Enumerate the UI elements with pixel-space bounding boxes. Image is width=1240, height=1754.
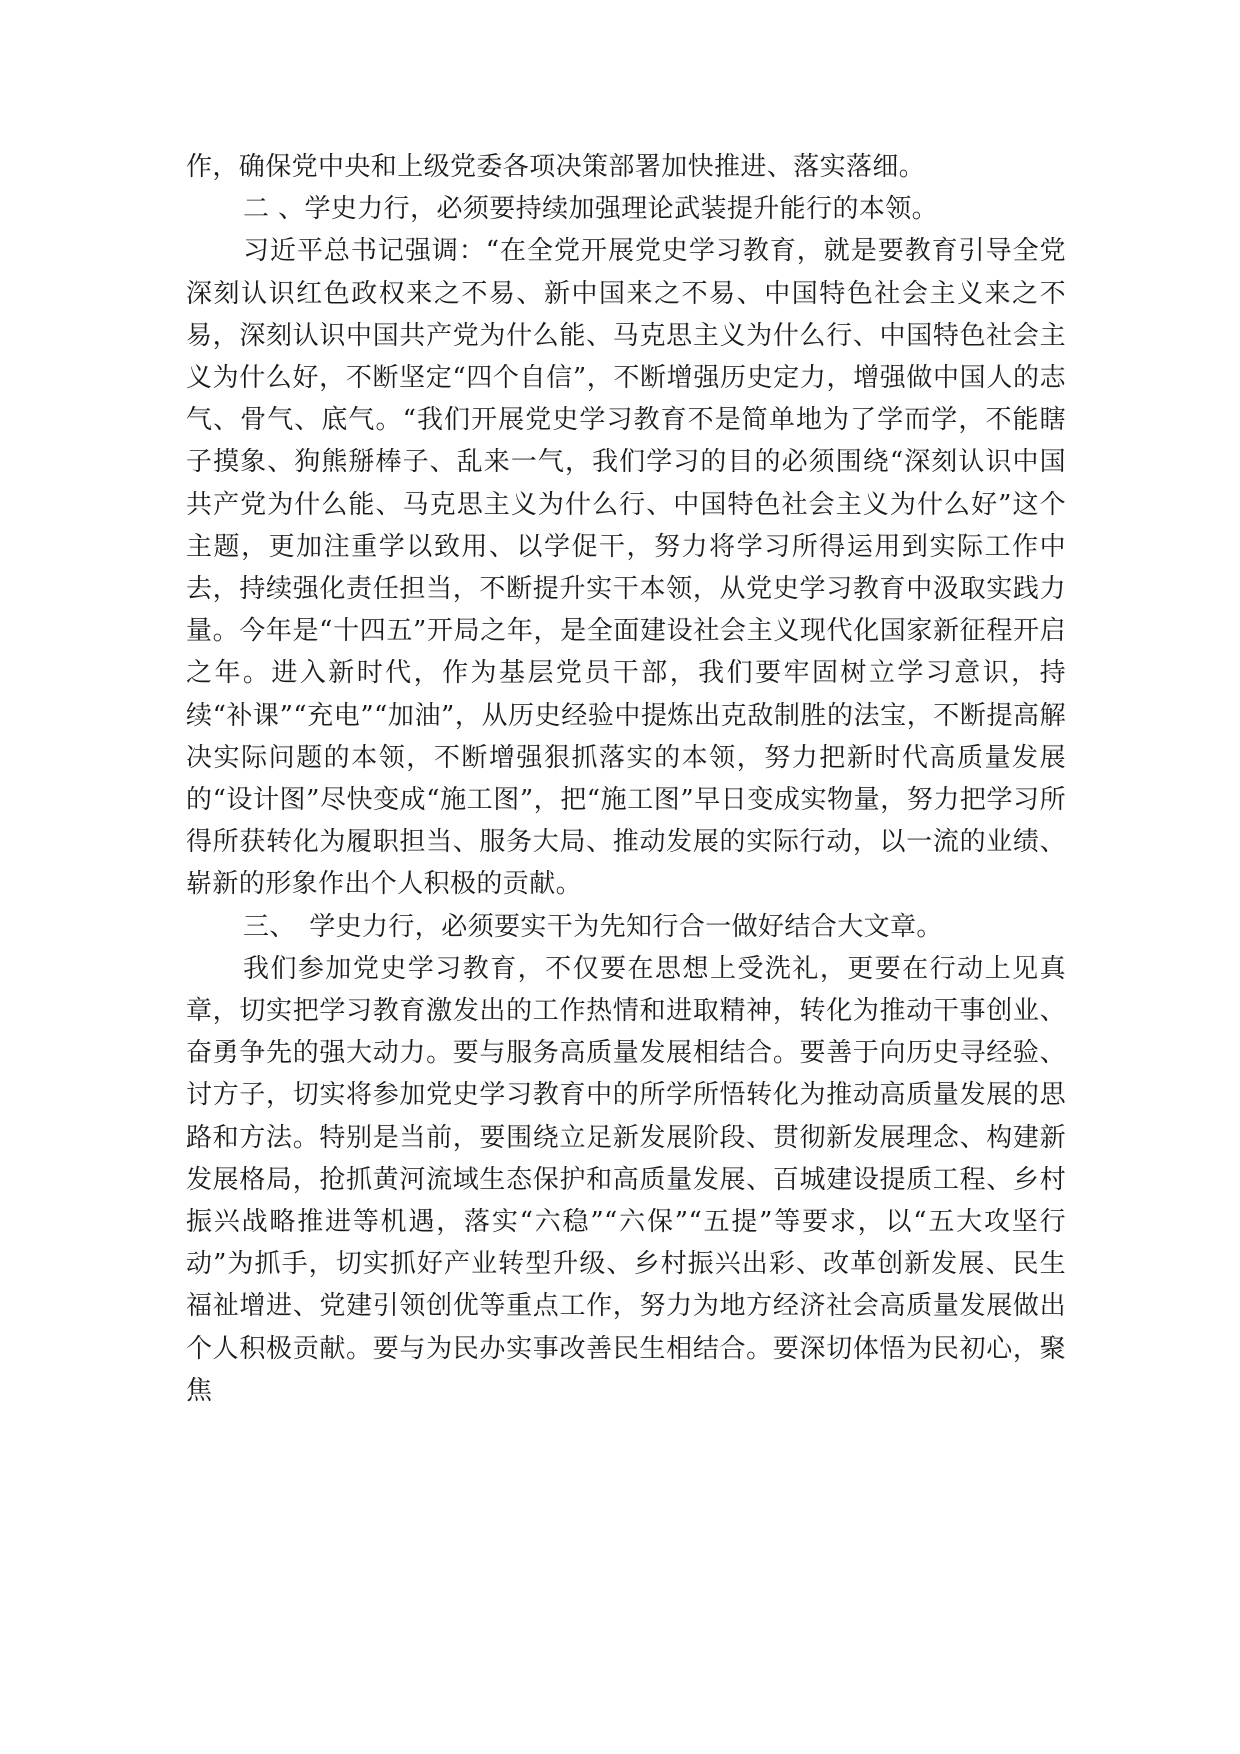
paragraph-continuation: 作，确保党中央和上级党委各项决策部署加快推进、落实落细。 (186, 152, 926, 182)
section-heading-two: 二 、学史力行，必须要持续加强理论武装提升能行的本领。 (243, 194, 939, 225)
paragraph-section-three-body: 我们参加党史学习教育，不仅要在思想上受洗礼，更要在行动上见真章，切实把学习教育激发出的工作热情和进取精神，转化为推动干事创业、奋勇争先的强大动力。要与服务高质量发展相结合。要善于向历史寻经验、讨方子，切实将参加党史学习教育中的所学所悟转化为推动高质量发展的思路和方法。特别是当前，要围绕立足新发展阶段、贯彻新发展理念、构建新发展格局，抢抓黄河流域生态保护和高质量发展、百城建设提质工程、乡村振兴战略推进等机遇，落实“六稳”“六保”“五提”等要求，以“五大攻坚行动”为抓手，切实抓好产业转型升级、乡村振兴出彩、改革创新发展、民生福祉增进、党建引领创优等重点工作，努力为地方经济社会高质量发展做出个人积极贡献。要与为民办实事改善民生相结合。要深切体悟为民初心，聚焦 (186, 953, 1066, 1406)
paragraph-section-two-body: 习近平总书记强调：“在全党开展党史学习教育，就是要教育引导全党深刻认识红色政权来之不易、新中国来之不易、中国特色社会主义来之不易，深刻认识中国共产党为什么能、马克思主义为什么行、中国特色社会主义为什么好，不断坚定“四个自信”，不断增强历史定力，增强做中国人的志气、骨气、底气。“我们开展党史学习教育不是简单地为了学而学，不能瞎子摸象、狗熊掰棒子、乱来一气，我们学习的目的必须围绕“深刻认识中国共产党为什么能、马克思主义为什么行、中国特色社会主义为什么好”这个主题，更加注重学以致用、以学促干，努力将学习所得运用到实际工作中去，持续强化责任担当，不断提升实干本领，从党史学习教育中汲取实践力量。今年是“十四五”开局之年，是全面建设社会主义现代化国家新征程开启之年。进入新时代，作为基层党员干部，我们要牢固树立学习意识，持续“补课”“充电”“加油”，从历史经验中提炼出克敌制胜的法宝，不断提高解决实际问题的本领，不断增强狠抓落实的本领，努力把新时代高质量发展的“设计图”尽快变成“施工图”，把“施工图”早日变成实物量，努力把学习所得所获转化为履职担当、服务大局、推动发展的实际行动，以一流的业绩、崭新的形象作出个人积极的贡献。 (186, 236, 1066, 900)
document-body (186, 146, 1066, 1412)
section-heading-three: 三、 学史力行，必须要实干为先知行合一做好结合大文章。 (243, 911, 943, 942)
